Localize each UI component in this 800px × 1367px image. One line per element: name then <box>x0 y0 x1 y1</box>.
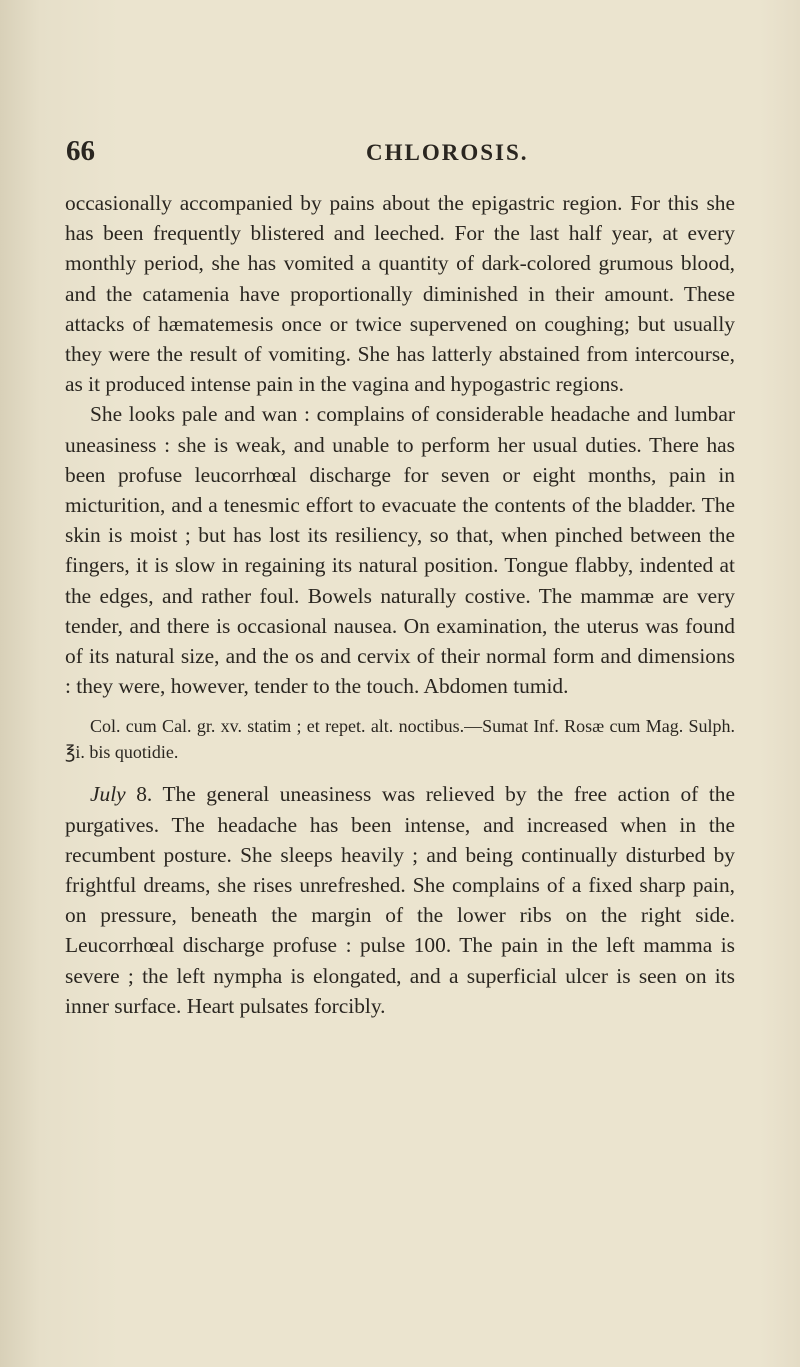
paragraph-1: occasionally accompanied by pains about the epigastric region. For this she has been frequently blistered and leeched. For the last half year, at every monthly period, she has vomited a quantity of dark-colored grumous blood, and the catamenia have proportionally diminished in their amount. These attacks of hæmatemesis once or twice supervened on coughing; but usually they were the result of vomiting. She has latterly abstained from intercourse, as it produced intense pain in the vagina and hypogastric regions. <box>65 191 735 397</box>
entry-date: July <box>90 782 126 807</box>
prescription: Col. cum Cal. gr. xv. statim ; et repet. alt. noctibus.—Sumat Inf. Rosæ cum Mag. Sulph. ℥i. bis quotidie. <box>65 716 735 763</box>
paragraph-3 <box>65 779 735 1021</box>
running-head: CHLOROSIS. <box>366 140 529 165</box>
paragraph-2: She looks pale and wan : complains of considerable headache and lumbar uneasiness : she is weak, and unable to perform her usual duties. There has been profuse leucorrhœal discharge for seven or eight months, pain in micturition, and a tenesmic effort to evacuate the contents of the bladder. The skin is moist ; but has lost its resiliency, so that, when pinched between the fingers, it is slow in regaining its natural position. Tongue flabby, indented at the edges, and rather foul. Bowels naturally costive. The mammæ are very tender, and there is occasional nausea. On examination, the uterus was found of its natural size, and the os and cervix of their normal form and dimensions : they were, however, tender to the touch. Abdomen tumid. <box>65 402 735 699</box>
page-body <box>65 188 735 1021</box>
paragraph-3-text: 8. The general uneasiness was relieved by the free action of the purgatives. The headache has been intense, and increased when in the recumbent posture. She sleeps heavily ; and being continually disturbed by frightful dreams, she rises unrefreshed. She complains of a fixed sharp pain, on pressure, beneath the margin of the lower ribs on the right side. Leucorrhœal discharge profuse : pulse 100. The pain in the left mamma is severe ; the left nympha is elongated, and a superficial ulcer is seen on its inner surface. Heart pulsates forcibly. <box>65 782 735 1018</box>
page-header <box>66 135 736 175</box>
page-number: 66 <box>66 135 95 167</box>
